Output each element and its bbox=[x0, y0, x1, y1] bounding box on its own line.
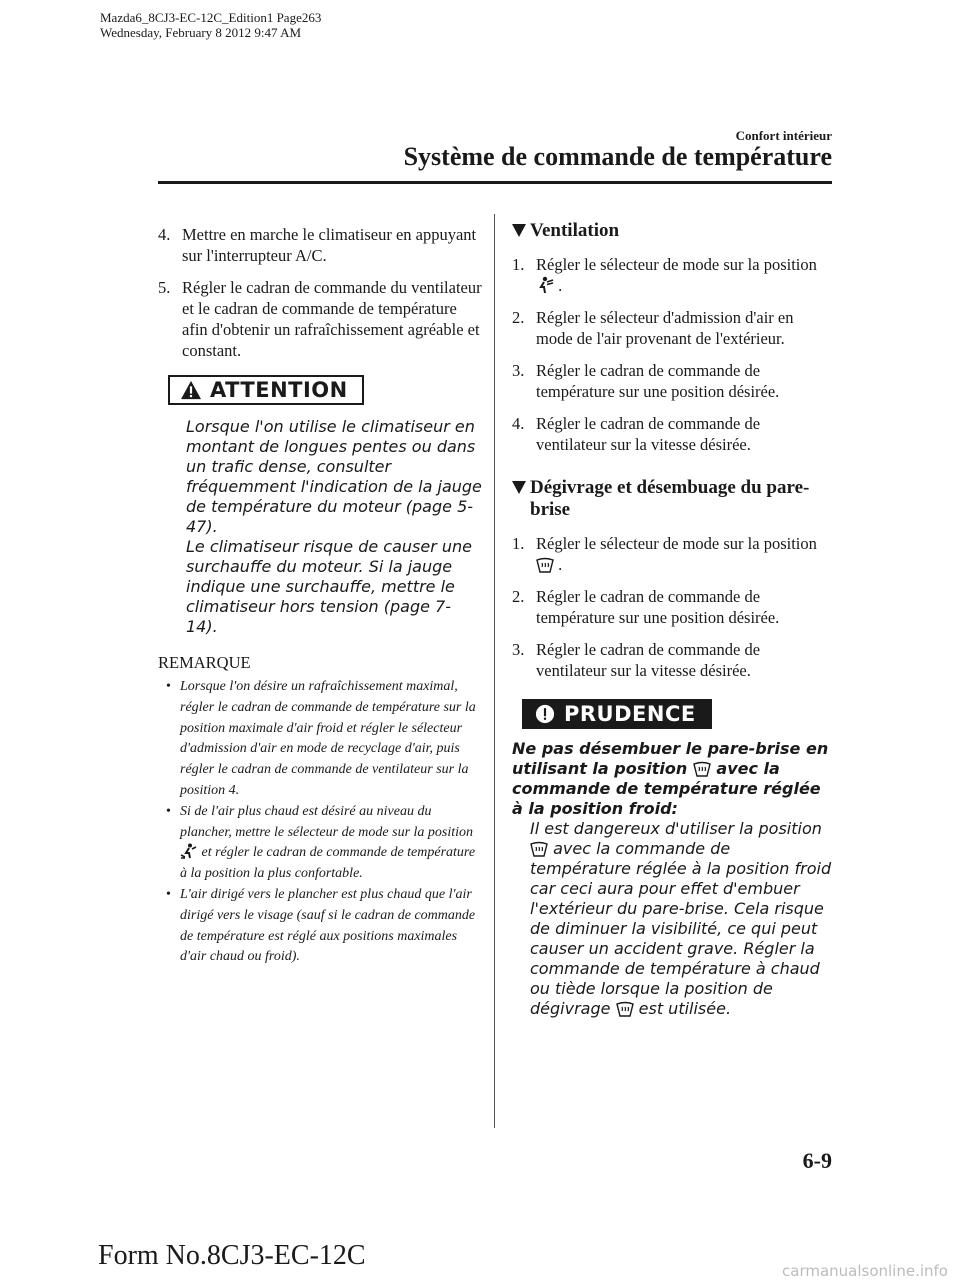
step-number: 3. bbox=[512, 640, 525, 659]
column-divider bbox=[494, 214, 495, 1128]
attention-heading bbox=[168, 375, 364, 405]
notes-list bbox=[158, 677, 482, 968]
note-item bbox=[158, 802, 482, 885]
attention-text bbox=[186, 417, 482, 637]
bullet-dot: • bbox=[166, 803, 171, 819]
step-number: 4. bbox=[158, 225, 171, 244]
attention-paragraph: Lorsque l'on utilise le climatiseur en montant de longues pentes ou dans un trafic dense, consulter fréquemment l'indication de la jauge de température du moteur (page 5-47). bbox=[186, 417, 482, 536]
note-text: L'air dirigé vers le plancher est plus chaud que l'air dirigé vers le visage (sauf si le cadran de commande de température est réglé aux positions maximales d'air chaud ou froid). bbox=[180, 886, 476, 965]
page-number: 6-9 bbox=[802, 1148, 832, 1173]
watermark: carmanualsonline.info bbox=[782, 1262, 948, 1280]
note-item bbox=[158, 677, 482, 802]
step-text: Régler le cadran de commande de température sur une position désirée. bbox=[536, 587, 780, 627]
triangle-marker-icon bbox=[512, 481, 526, 494]
step-text: . bbox=[558, 276, 563, 295]
step-text: . bbox=[558, 555, 563, 574]
caution-lead bbox=[512, 739, 834, 819]
form-number: Form No.8CJ3-EC-12C bbox=[98, 1240, 366, 1271]
triangle-marker-icon bbox=[512, 224, 526, 237]
chapter-title: Système de commande de température bbox=[403, 142, 832, 171]
defrost-step-1 bbox=[512, 533, 834, 575]
defroster-mode-icon bbox=[693, 761, 711, 777]
note-item bbox=[158, 885, 482, 968]
face-vent-mode-icon bbox=[536, 276, 554, 294]
step-text: Régler le cadran de commande de ventilateur sur la vitesse désirée. bbox=[536, 640, 761, 680]
left-column bbox=[158, 224, 482, 968]
right-column bbox=[512, 214, 834, 1019]
note-text: Lorsque l'on désire un rafraîchissement maximal, régler le cadran de commande de température sur la position maximale d'air froid et régler le sélecteur d'admission d'air en mode de recyclage d'air, puis régler le cadran de commande de ventilateur sur la position 4. bbox=[180, 679, 476, 798]
defroster-mode-icon bbox=[536, 557, 554, 573]
caution-body-text: est utilisée. bbox=[638, 999, 732, 1018]
defrost-heading bbox=[512, 477, 834, 521]
step-text: Régler le sélecteur de mode sur la position bbox=[536, 534, 817, 553]
ventilation-step-2 bbox=[512, 307, 834, 349]
defrost-step-3 bbox=[512, 639, 834, 681]
print-metadata-line1: Mazda6_8CJ3-EC-12C_Edition1 Page263 bbox=[100, 10, 322, 25]
caution-body-text: Il est dangereux d'utiliser la position bbox=[530, 819, 822, 838]
defroster-mode-icon bbox=[616, 1001, 634, 1017]
step-number: 3. bbox=[512, 361, 525, 380]
step-5 bbox=[158, 277, 482, 361]
step-text: Régler le cadran de commande de température sur une position désirée. bbox=[536, 361, 780, 401]
ventilation-step-1 bbox=[512, 254, 834, 296]
step-number: 1. bbox=[512, 255, 525, 274]
step-number: 4. bbox=[512, 414, 525, 433]
floor-mode-icon bbox=[180, 843, 198, 859]
header-rule bbox=[158, 181, 832, 184]
section-label: Confort intérieur bbox=[735, 128, 832, 143]
step-number: 5. bbox=[158, 278, 171, 297]
bullet-dot: • bbox=[166, 886, 171, 902]
warning-circle-icon bbox=[534, 704, 556, 724]
print-metadata-line2: Wednesday, February 8 2012 9:47 AM bbox=[100, 25, 302, 40]
caution-label: PRUDENCE bbox=[564, 702, 696, 726]
step-text: Régler le cadran de commande du ventilateur et le cadran de commande de température afin d'obtenir un rafraîchissement agréable et constant. bbox=[182, 278, 482, 360]
step-number: 2. bbox=[512, 308, 525, 327]
warning-triangle-icon bbox=[180, 380, 202, 400]
attention-box bbox=[168, 375, 482, 637]
caution-lead-text: Ne pas désembuer le pare-brise en utilisant la position bbox=[512, 739, 829, 778]
step-number: 1. bbox=[512, 534, 525, 553]
caution-body bbox=[530, 819, 834, 1019]
defrost-step-2 bbox=[512, 586, 834, 628]
attention-label: ATTENTION bbox=[210, 378, 348, 402]
step-text: Régler le cadran de commande de ventilateur sur la vitesse désirée. bbox=[536, 414, 761, 454]
heading-text: Ventilation bbox=[530, 220, 620, 241]
ventilation-heading bbox=[512, 220, 834, 242]
defroster-mode-icon bbox=[530, 841, 548, 857]
print-metadata bbox=[100, 10, 321, 40]
step-number: 2. bbox=[512, 587, 525, 606]
caution-body-text: avec la commande de température réglée à la position froid car ceci aura pour effet d'embuer l'extérieur du pare-brise. Cela risque de diminuer la visibilité, ce qui peut causer un accident grave. Régler la commande de température à chaud ou tiède lorsque la position de dégivrage bbox=[530, 839, 832, 1018]
ventilation-step-3 bbox=[512, 360, 834, 402]
notes-title: REMARQUE bbox=[158, 653, 251, 672]
step-text: Régler le sélecteur d'admission d'air en mode de l'air provenant de l'extérieur. bbox=[536, 308, 794, 348]
heading-text: Dégivrage et désembuage du pare-brise bbox=[530, 477, 810, 520]
step-4 bbox=[158, 224, 482, 266]
caution-box bbox=[522, 699, 834, 729]
step-text: Régler le sélecteur de mode sur la position bbox=[536, 255, 817, 274]
ventilation-step-4 bbox=[512, 413, 834, 455]
step-text: Mettre en marche le climatiseur en appuyant sur l'interrupteur A/C. bbox=[182, 225, 477, 265]
note-text: et régler le cadran de commande de température à la position la plus confortable. bbox=[180, 845, 476, 882]
bullet-dot: • bbox=[166, 679, 171, 694]
caution-heading bbox=[522, 699, 712, 729]
caution-lead-text: avec la commande de température réglée à la position froid: bbox=[512, 759, 821, 818]
note-text: Si de l'air plus chaud est désiré au niveau du plancher, mettre le sélecteur de mode sur la position bbox=[180, 803, 474, 840]
attention-paragraph: Le climatiseur risque de causer une surchauffe du moteur. Si la jauge indique une surchauffe, mettre le climatiseur hors tension (page 7-14). bbox=[186, 537, 473, 636]
